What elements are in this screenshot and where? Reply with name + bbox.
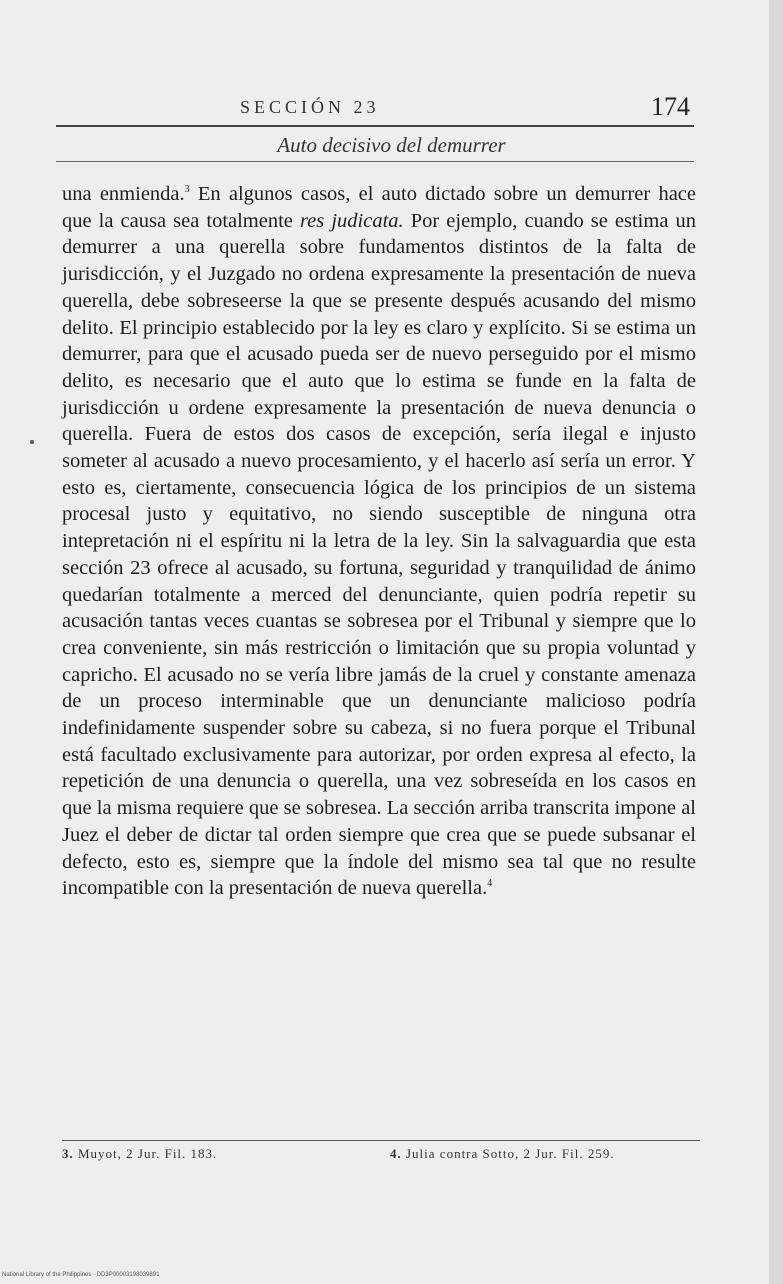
footnote-3-text: Muyot, 2 Jur. Fil. 183. — [73, 1146, 218, 1161]
section-header: SECCIÓN 23 — [240, 97, 380, 117]
footnote-4-text: Julia contra Sotto, 2 Jur. Fil. 259. — [401, 1146, 615, 1161]
scan-credit: National Library of the Philippines · DD3P00003198039891 — [2, 1272, 160, 1278]
footnote-3 — [62, 1146, 217, 1162]
body-italic-res-judicata: res judicata. — [299, 209, 404, 232]
footnote-rule — [62, 1140, 700, 1141]
title-rule — [56, 161, 694, 162]
margin-mark — [30, 440, 34, 444]
footnote-ref-3: 3 — [184, 184, 190, 196]
page-number: 174 — [651, 92, 690, 121]
footnote-4-number: 4. — [390, 1146, 402, 1161]
running-title: Auto decisivo del demurrer — [277, 133, 506, 157]
body-text-part1: una enmienda. — [62, 183, 185, 205]
header-rule — [56, 125, 694, 127]
footnote-ref-4: 4 — [487, 878, 493, 890]
body-text-part3: Por ejemplo, cuando se estima un demurrer a una querella sobre fundamentos distintos de la falta de jurisdicción, y el Juzgado no ordena expresamente la presentación de nueva querella, debe sobreseerse la que se presente después acusando del mismo delito. El principio establecido por la ley es claro y explícito. Si se estima un demurrer, para que el acusado pueda ser de nuevo perseguido por el mismo delito, es necesario que el auto que lo estima se funde en la falta de jurisdicción u ordene expresamente la presentación de nueva denuncia o querella. Fuera de estos dos casos de excepción, sería ilegal e injusto someter al acusado a nuevo procesamiento, y el hacerlo así sería un error. Y esto es, ciertamente, consecuencia lógica de los principios de un sistema procesal justo y equitativo, no siendo susceptible de ninguna otra intepretación ni el espíritu ni la letra de la ley. Sin la salvaguardia que esta sección 23 ofrece al acusado, su fortuna, seguridad y tranquilidad de ánimo quedarían totalmente a merced del denunciante, quien podría repetir su acusación tantas veces cuantas se sobresea por el Tribunal y siempre que lo crea conveniente, sin más restricción o limitación que su propia voluntad y capricho. El acusado no se vería libre jamás de la cruel y constante amenaza de un proceso interminable que un denunciante malicioso podría indefinidamente suspender sobre su cabeza, si no fuera porque el Tribunal está facultado exclusivamente para autorizar, por orden expresa al efecto, la repetición de una denuncia o querella, una vez sobreseída en los casos en que la misma requiere que se sobresea. La sección arriba transcrita impone al Juez el deber de dictar tal orden siempre que crea que se puede subsanar el defecto, esto es, siempre que la índole del mismo sea tal que no resulte incompatible con la presentación de nueva querella. — [62, 209, 696, 900]
footnote-4 — [390, 1146, 615, 1162]
page-edge — [769, 0, 783, 1284]
body-paragraph — [62, 181, 696, 902]
footnote-3-number: 3. — [62, 1146, 74, 1161]
body-text-part2: En algunos casos, el auto dictado sobre un demurrer hace que la causa sea totalmente — [62, 183, 696, 232]
